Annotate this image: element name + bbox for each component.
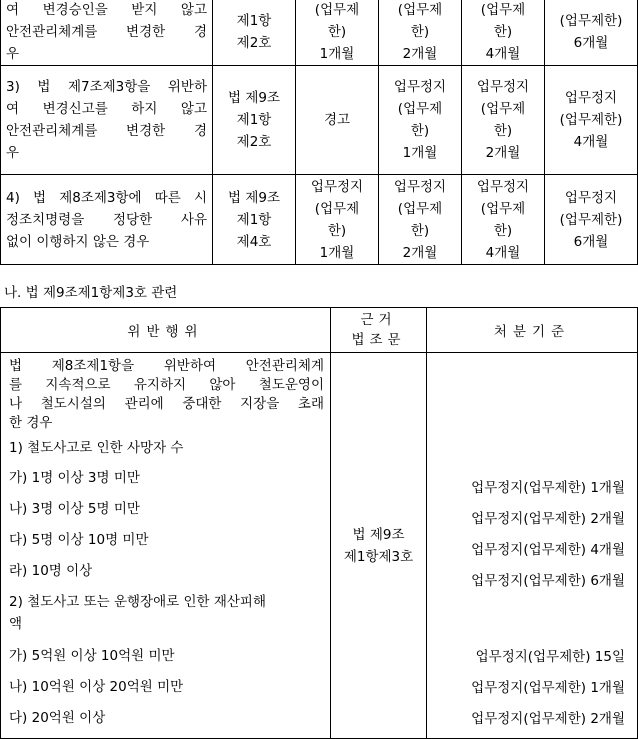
penalty-2nd xyxy=(379,175,462,265)
violation-cell-line: 정조치명령을 정당한 사유 xyxy=(6,211,207,228)
basis-cell-line: 제1항 xyxy=(236,112,272,128)
penalty-3rd-line: (업무제 xyxy=(480,200,526,217)
basis-cell-line: 제2호 xyxy=(236,35,272,51)
penalty-1st xyxy=(296,175,379,265)
penalty-4th xyxy=(545,175,638,265)
violation-cell-line: 여 변경신고를 하지 않고 xyxy=(6,101,207,117)
header-basis xyxy=(331,308,427,353)
penalty-3rd-line: 한) xyxy=(493,123,513,139)
basis-cell-line: 제1항 xyxy=(236,13,272,29)
group2-item: 나) 10억원 이상 20억원 미만 xyxy=(9,679,184,695)
group1-item: 다) 5명 이상 10명 미만 xyxy=(9,532,149,548)
penalty-2nd-line: 업무정지 xyxy=(393,178,447,195)
violation-cell xyxy=(1,353,331,739)
basis-cell xyxy=(213,0,296,66)
violation-cell-line: 안전관리체계를 변경한 경 xyxy=(6,123,207,139)
penalty-3rd-line: 4개월 xyxy=(485,244,521,261)
penalty-4th-line: 업무정지 xyxy=(564,90,618,106)
penalty-2nd xyxy=(379,0,462,66)
group2-title-line: 액 xyxy=(9,616,23,632)
upper-row xyxy=(1,175,638,265)
penalty-1st-line: (업무제 xyxy=(314,2,360,18)
penalty-3rd-line: 4개월 xyxy=(485,46,521,62)
penalty-2nd-line: 한) xyxy=(410,123,430,139)
penalty-4th-line: 6개월 xyxy=(573,35,609,51)
violation-cell-line: 없이 이행하지 않은 경우 xyxy=(6,233,150,250)
group1-item: 가) 1명 이상 3명 미만 xyxy=(9,470,140,486)
penalty-4th-line: (업무제한) xyxy=(559,112,623,128)
upper-penalty-table xyxy=(0,0,638,265)
violation-cell-line: 우 xyxy=(6,46,20,62)
penalty-cell xyxy=(427,353,638,739)
group2-penalty: 업무정지(업무제한) 15일 xyxy=(475,649,625,665)
penalty-1st-line: 1개월 xyxy=(319,244,355,261)
penalty-1st xyxy=(296,66,379,175)
violation-cell-line: 안전관리체계를 변경한 경 xyxy=(6,24,207,40)
header-violation: 위반행위 xyxy=(1,308,331,353)
penalty-2nd-line: (업무제 xyxy=(397,200,443,217)
penalty-2nd-line: 2개월 xyxy=(402,244,438,261)
penalty-3rd-line: 2개월 xyxy=(485,145,521,161)
group1-penalty: 업무정지(업무제한) 4개월 xyxy=(471,542,625,558)
penalty-3rd-line: 업무정지 xyxy=(476,79,530,95)
penalty-4th xyxy=(545,66,638,175)
penalty-2nd-line: 한) xyxy=(410,222,430,239)
penalty-4th-line: (업무제한) xyxy=(559,13,623,29)
basis-cell-line: 제2호 xyxy=(236,134,272,150)
penalty-3rd xyxy=(462,0,545,66)
violation-cell-line: 3) 법 제7조제3항을 위반하 xyxy=(6,79,207,95)
penalty-1st-line: 한) xyxy=(327,222,347,239)
lower-basis-line: 법 제9조 xyxy=(352,526,405,543)
penalty-3rd xyxy=(462,175,545,265)
penalty-3rd-line: (업무제 xyxy=(480,2,526,18)
group2-title xyxy=(9,587,324,639)
lead-line: 나 철도시설의 관리에 중대한 지장을 초래 xyxy=(9,396,324,412)
penalty-1st xyxy=(296,0,379,66)
penalty-1st-line: 한) xyxy=(327,24,347,40)
upper-row xyxy=(1,66,638,175)
header-basis-line: 근거 xyxy=(360,312,397,328)
basis-cell xyxy=(213,66,296,175)
group2-item: 가) 5억원 이상 10억원 미만 xyxy=(9,648,175,664)
basis-cell xyxy=(331,353,427,739)
group1-penalty: 업무정지(업무제한) 2개월 xyxy=(471,511,625,527)
basis-cell-line: 법 제9조 xyxy=(227,189,280,206)
header-row xyxy=(1,308,638,353)
penalty-2nd-line: 1개월 xyxy=(402,145,438,161)
penalty-3rd-line: (업무제 xyxy=(480,101,526,117)
penalty-1st-line: 경고 xyxy=(323,112,351,128)
group1-penalty: 업무정지(업무제한) 6개월 xyxy=(471,573,625,589)
group1-title: 1) 철도사고로 인한 사망자 수 xyxy=(9,439,184,456)
header-penalty: 처분기준 xyxy=(427,308,638,353)
penalty-2nd-line: 2개월 xyxy=(402,46,438,62)
basis-cell-line: 제4호 xyxy=(236,233,272,250)
basis-cell-line: 제1항 xyxy=(236,211,272,228)
upper-row xyxy=(1,0,638,66)
penalty-4th-line: (업무제한) xyxy=(559,211,623,228)
penalty-4th-line: 4개월 xyxy=(573,134,609,150)
lead-line: 한 경우 xyxy=(9,415,53,431)
penalty-2nd xyxy=(379,66,462,175)
violation-cell xyxy=(1,175,213,265)
penalty-1st-line: 1개월 xyxy=(319,46,355,62)
lower-basis-line: 제1항제3호 xyxy=(343,548,414,565)
lower-penalty-table xyxy=(0,307,638,739)
violation-cell-line: 우 xyxy=(6,145,20,161)
penalty-1st-line: (업무제 xyxy=(314,200,360,217)
penalty-3rd-line: 한) xyxy=(493,222,513,239)
violation-cell xyxy=(1,0,213,66)
group1-item: 나) 3명 이상 5명 미만 xyxy=(9,501,140,517)
violation-cell-line: 여 변경승인을 받지 않고 xyxy=(6,2,207,18)
group1-penalty: 업무정지(업무제한) 1개월 xyxy=(471,480,625,496)
violation-cell xyxy=(1,66,213,175)
group2-penalty: 업무정지(업무제한) 1개월 xyxy=(471,680,625,696)
penalty-2nd-line: (업무제 xyxy=(397,2,443,18)
section-title: 나. 법 제9조제1항제3호 관련 xyxy=(4,285,178,301)
violation-lead xyxy=(9,357,324,433)
basis-cell xyxy=(213,175,296,265)
group2-penalty: 업무정지(업무제한) 2개월 xyxy=(471,711,625,727)
penalty-1st-line: 업무정지 xyxy=(310,178,364,195)
group2-item: 다) 20억원 이상 xyxy=(9,710,106,726)
group1-item: 라) 10명 이상 xyxy=(9,563,93,579)
header-basis-line: 법조문 xyxy=(351,332,406,348)
lead-line: 법 제8조제1항을 위반하여 안전관리체계 xyxy=(9,358,324,374)
penalty-4th-line: 업무정지 xyxy=(564,189,618,206)
violation-cell-line: 4) 법 제8조제3항에 따른 시 xyxy=(6,189,207,206)
penalty-4th xyxy=(545,0,638,66)
penalty-2nd-line: 한) xyxy=(410,24,430,40)
penalty-2nd-line: 업무정지 xyxy=(393,79,447,95)
penalty-3rd-line: 한) xyxy=(493,24,513,40)
lead-line: 를 지속적으로 유지하지 않아 철도운영이 xyxy=(9,377,324,393)
penalty-3rd xyxy=(462,66,545,175)
body-row xyxy=(1,353,638,739)
group2-title-line: 2) 철도사고 또는 운행장애로 인한 재산피해 xyxy=(9,594,267,610)
penalty-3rd-line: 업무정지 xyxy=(476,178,530,195)
penalty-4th-line: 6개월 xyxy=(573,233,609,250)
basis-cell-line: 법 제9조 xyxy=(227,90,280,106)
penalty-2nd-line: (업무제 xyxy=(397,101,443,117)
